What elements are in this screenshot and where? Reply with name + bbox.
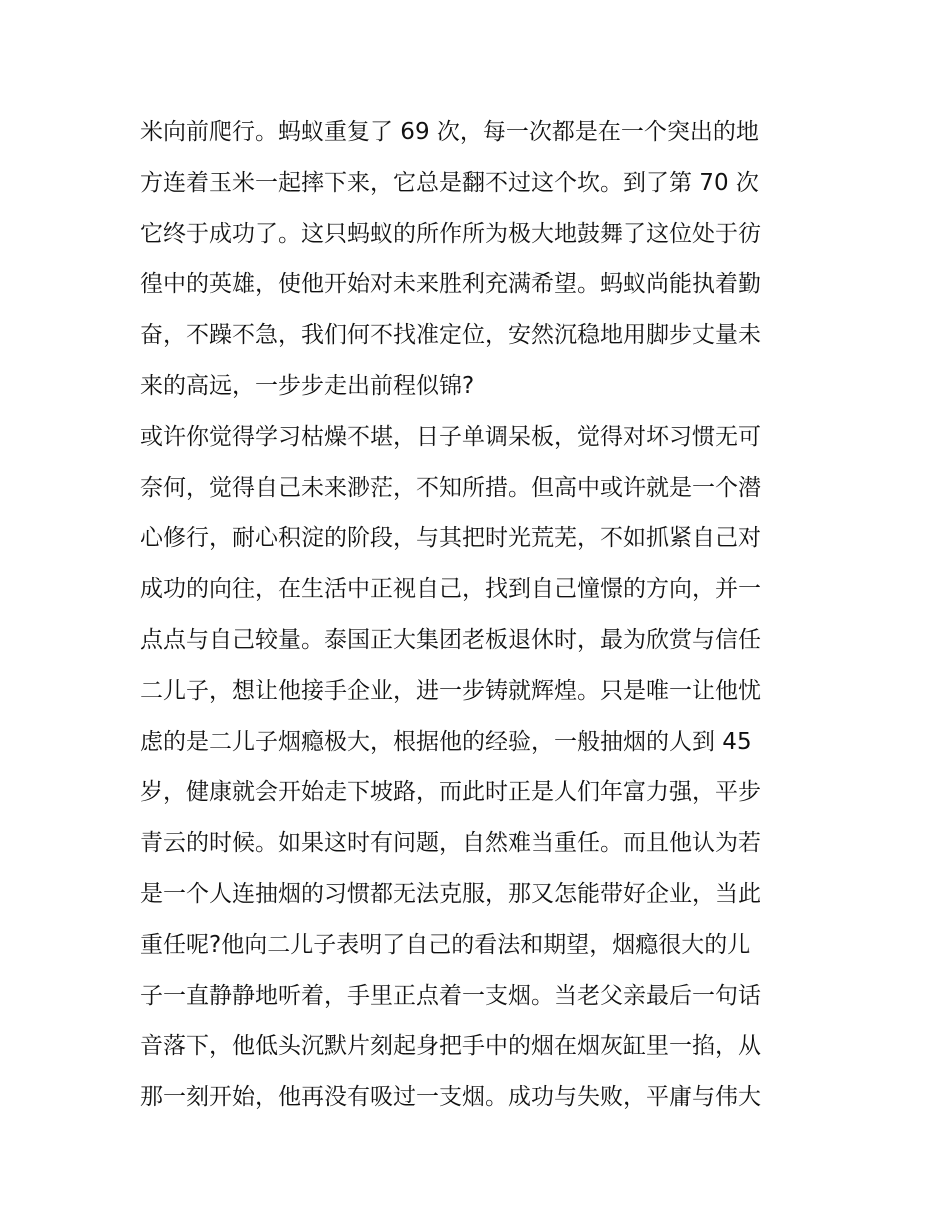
text-line: 子一直静静地听着，手里正点着一支烟。当老父亲最后一句话 bbox=[140, 982, 761, 1009]
text-line: 重任呢?他向二儿子表明了自己的看法和期望，烟瘾很大的儿 bbox=[140, 931, 751, 958]
text-line: 它终于成功了。这只蚂蚁的所作所为极大地鼓舞了这位处于彷 bbox=[140, 220, 761, 247]
text-line: 青云的时候。如果这时有问题，自然难当重任。而且他认为若 bbox=[140, 830, 761, 857]
text-line: 方连着玉米一起摔下来，它总是翻不过这个坎。到了第 70 次 bbox=[140, 169, 759, 196]
text-line: 那一刻开始，他再没有吸过一支烟。成功与失败，平庸与伟大 bbox=[140, 1084, 761, 1111]
text-line: 点点与自己较量。泰国正大集团老板退休时，最为欣赏与信任 bbox=[140, 626, 761, 653]
text-line: 米向前爬行。蚂蚁重复了 69 次，每一次都是在一个突出的地 bbox=[140, 119, 759, 145]
text-line: 徨中的英雄，使他开始对未来胜利充满希望。蚂蚁尚能执着勤 bbox=[140, 271, 761, 298]
text-line: 奈何，觉得自己未来渺茫，不知所措。但高中或许就是一个潜 bbox=[140, 474, 761, 501]
text-line: 音落下，他低头沉默片刻起身把手中的烟在烟灰缸里一掐，从 bbox=[140, 1033, 761, 1060]
text-line: 虑的是二儿子烟瘾极大，根据他的经验，一般抽烟的人到 45 bbox=[140, 728, 752, 755]
body-text bbox=[140, 107, 820, 1123]
text-line: 二儿子，想让他接手企业，进一步铸就辉煌。只是唯一让他忧 bbox=[140, 677, 761, 704]
text-line: 成功的向往，在生活中正视自己，找到自己憧憬的方向，并一 bbox=[140, 576, 761, 603]
text-line: 心修行，耐心积淀的阶段，与其把时光荒芜，不如抓紧自己对 bbox=[140, 525, 761, 552]
text-line: 奋，不躁不急，我们何不找准定位，安然沉稳地用脚步丈量未 bbox=[140, 322, 761, 349]
text-line: 来的高远，一步步走出前程似锦? bbox=[140, 372, 475, 399]
text-line: 或许你觉得学习枯燥不堪，日子单调呆板，觉得对坏习惯无可 bbox=[140, 423, 761, 450]
text-line: 岁，健康就会开始走下坡路，而此时正是人们年富力强，平步 bbox=[140, 779, 761, 806]
text-line: 是一个人连抽烟的习惯都无法克服，那又怎能带好企业，当此 bbox=[140, 880, 761, 907]
